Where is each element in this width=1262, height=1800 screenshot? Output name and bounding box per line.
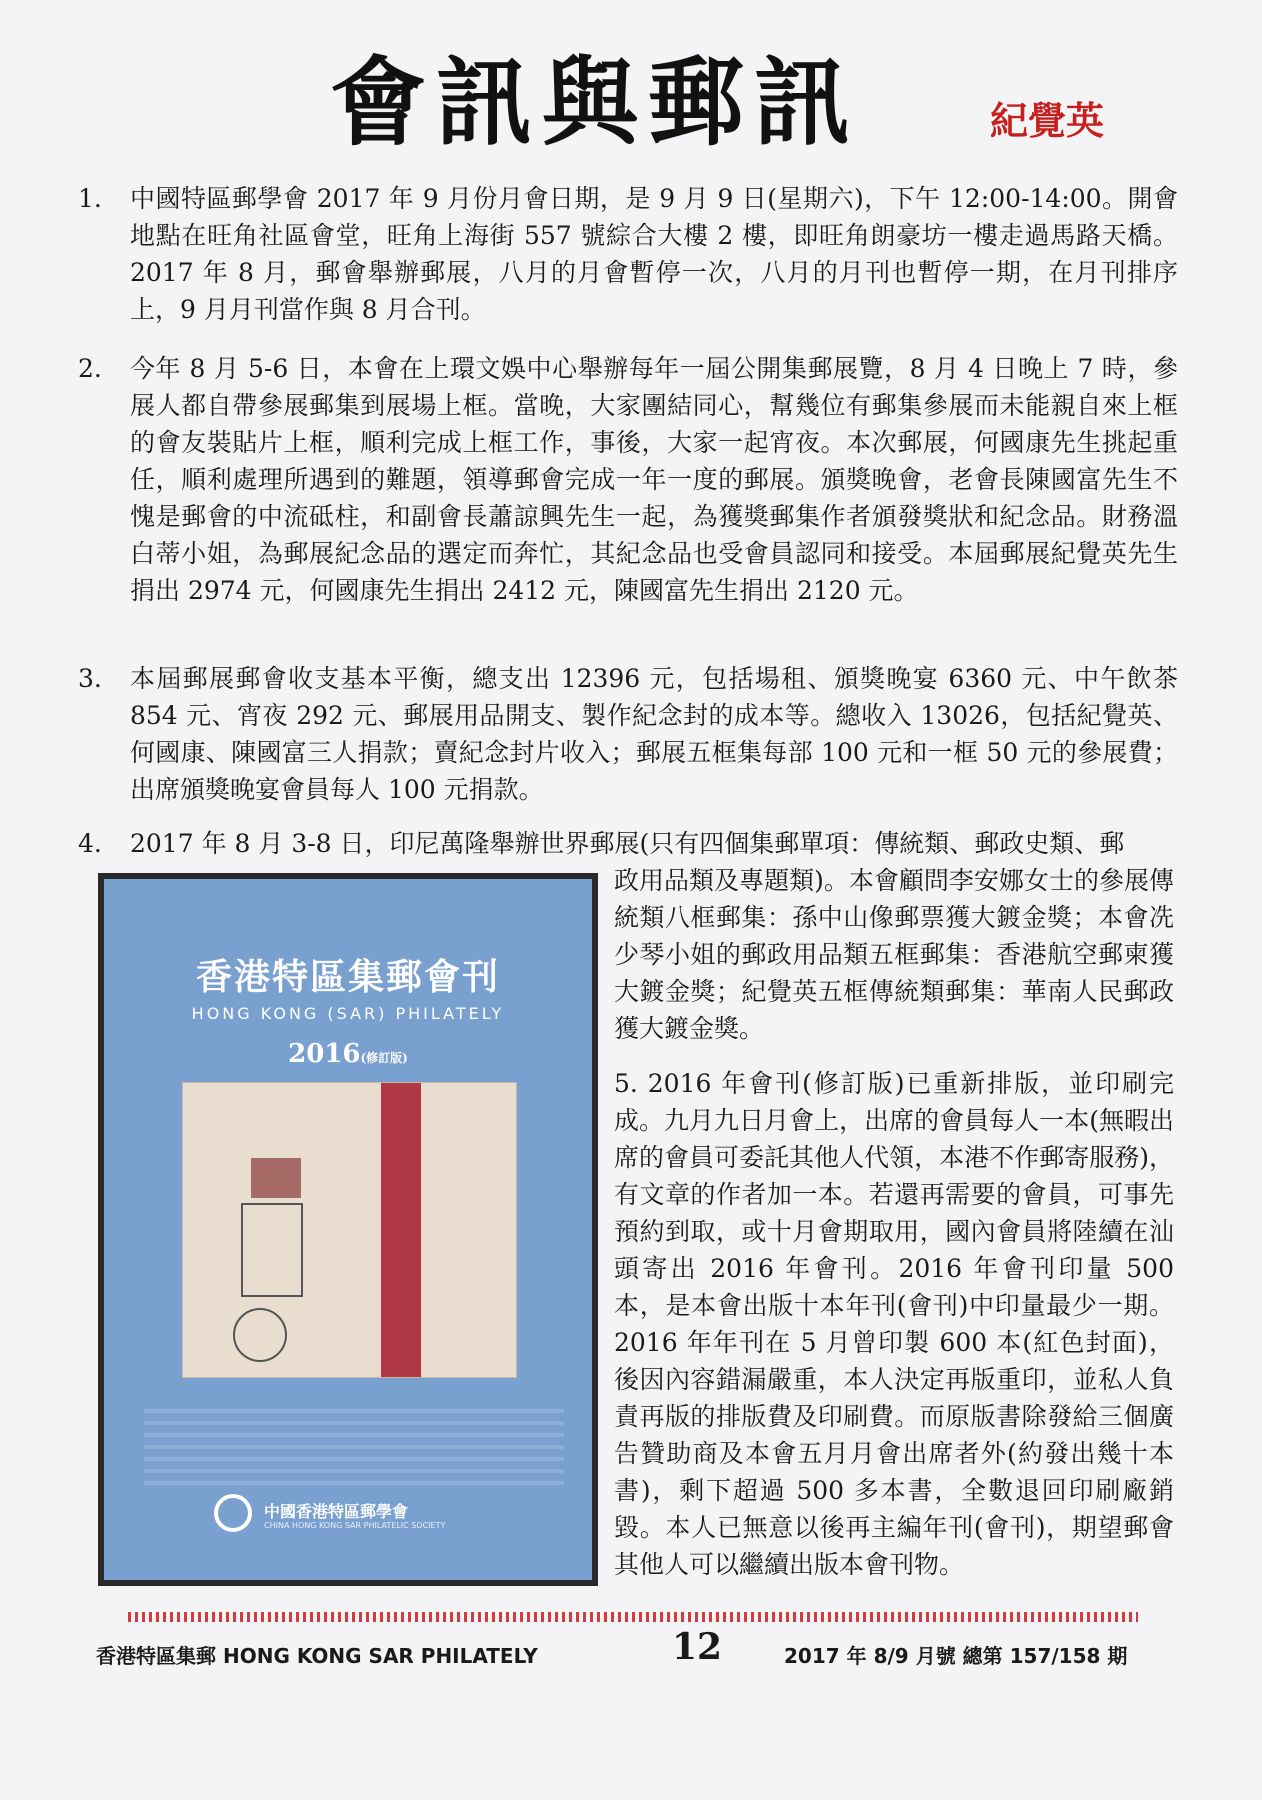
list-item-2: [78, 350, 1178, 609]
list-item-5: [614, 1065, 1174, 1583]
page-number: 12: [672, 1626, 723, 1668]
registration-box: [241, 1203, 303, 1297]
item-number: 3.: [78, 664, 102, 693]
cover-envelope-photo: [182, 1082, 517, 1378]
item-text: 2016 年會刊(修訂版)已重新排版，並印刷完成。九月九日月會上，出席的會員每人一本(無暇出席的會員可委託其他人代領，本港不作郵寄服務)，有文章的作者加一本。若還再需要的會員，可事先預約到取，或十月會期取用，國內會員將陸續在汕頭寄出 2016 年會刊。2016 年會刊印量 500 本，是本會出版十本年刊(會刊)中印量最少一期。2016 年年刊在 5 月曾印製 600 本(紅色封面)，後因內容錯漏嚴重，本人決定再版重印，並私人負責再版的排版費及印刷費。而原版書除發給三個廣告贊助商及本會五月月會出席者外(約發出幾十本書)，剩下超過 500 多本書，全數退回印刷廠銷毀。本人已無意以後再主編年刊(會刊)，期望郵會其他人可以繼續出版本會刊物。: [614, 1069, 1174, 1579]
cover-title: 香港特區集郵會刊: [195, 957, 500, 998]
list-item-1: [78, 180, 1178, 328]
item-number: 5.: [614, 1069, 638, 1098]
society-logo-icon: [214, 1494, 252, 1532]
cover-blurb-text: [144, 1409, 564, 1489]
list-item-4-continuation: 政用品類及專題類)。本會顧問李安娜女士的參展傳統類八框郵集：孫中山像郵票獲大鍍金獎；本會冼少琴小姐的郵政用品類五框郵集：香港航空郵柬獲大鍍金獎；紀覺英五框傳統類郵集：華南人民郵政獲大鍍金獎。: [614, 866, 1174, 1043]
item-text: 中國特區郵學會 2017 年 9 月份月會日期，是 9 月 9 日(星期六)，下午 12:00-14:00。開會地點在旺角社區會堂，旺角上海街 557 號綜合大樓 2 樓，即旺角朗豪坊一樓走過馬路天橋。2017 年 8 月，郵會舉辦郵展，八月的月會暫停一次，八月的月刊也暫停一期，在月刊排序上，9 月月刊當作與 8 月合刊。: [130, 184, 1178, 324]
cover-year-number: 2016: [288, 1039, 361, 1069]
cover-subtitle: HONG KONG (SAR) PHILATELY: [191, 1004, 505, 1023]
page-title: 會訊與郵訊: [330, 46, 860, 159]
footer-issue: 2017 年 8/9 月號 總第 157/158 期: [784, 1644, 1128, 1668]
item-text: 今年 8 月 5-6 日，本會在上環文娛中心舉辦每年一屆公開集郵展覽，8 月 4 日晚上 7 時，參展人都自帶參展郵集到展場上框。當晚，大家團結同心，幫幾位有郵集參展而未能親自來上框的會友裝貼片上框，順利完成上框工作，事後，大家一起宵夜。本次郵展，何國康先生挑起重任，順利處理所遇到的難題，領導郵會完成一年一度的郵展。頒獎晚會，老會長陳國富先生不愧是郵會的中流砥柱，和副會長蕭諒興先生一起，為獲獎郵集作者頒發獎狀和紀念品。財務溫白蒂小姐，為郵展紀念品的選定而奔忙，其紀念品也受會員認同和接受。本屆郵展紀覺英先生捐出 2974 元，何國康先生捐出 2412 元，陳國富先生捐出 2120 元。: [130, 354, 1178, 605]
item-text: 2017 年 8 月 3-8 日，印尼萬隆舉辦世界郵展(只有四個集郵單項：傳統類、郵政史類、郵: [130, 829, 1125, 858]
postmark-circle: [233, 1308, 287, 1362]
dotted-divider: [128, 1612, 1138, 1622]
cover-society-name-en: CHINA HONG KONG SAR PHILATELIC SOCIETY: [264, 1521, 446, 1530]
author-name: 紀覺英: [990, 98, 1105, 143]
cover-society-name: 中國香港特區郵學會: [264, 1502, 409, 1521]
item-number: 1.: [78, 184, 102, 213]
footer-publication: 香港特區集郵 HONG KONG SAR PHILATELY: [96, 1644, 538, 1668]
item-text: 本屆郵展郵會收支基本平衡，總支出 12396 元，包括場租、頒獎晚宴 6360 元、中午飲茶 854 元、宵夜 292 元、郵展用品開支、製作紀念封的成本等。總收入 13026，包括紀覺英、何國康、陳國富三人捐款；賣紀念封片收入；郵展五框集每部 100 元和一框 50 元的參展費；出席頒獎晚宴會員每人 100 元捐款。: [130, 664, 1178, 804]
list-item-4: [78, 825, 1178, 862]
cover-edition: (修訂版): [360, 1051, 408, 1065]
list-item-3: [78, 660, 1178, 808]
stamp-mark: [251, 1158, 301, 1198]
red-label-strip: [381, 1083, 421, 1377]
book-cover-image: [98, 873, 598, 1586]
item-number: 4.: [78, 829, 102, 858]
cover-year: [104, 1039, 592, 1069]
item-number: 2.: [78, 354, 102, 383]
